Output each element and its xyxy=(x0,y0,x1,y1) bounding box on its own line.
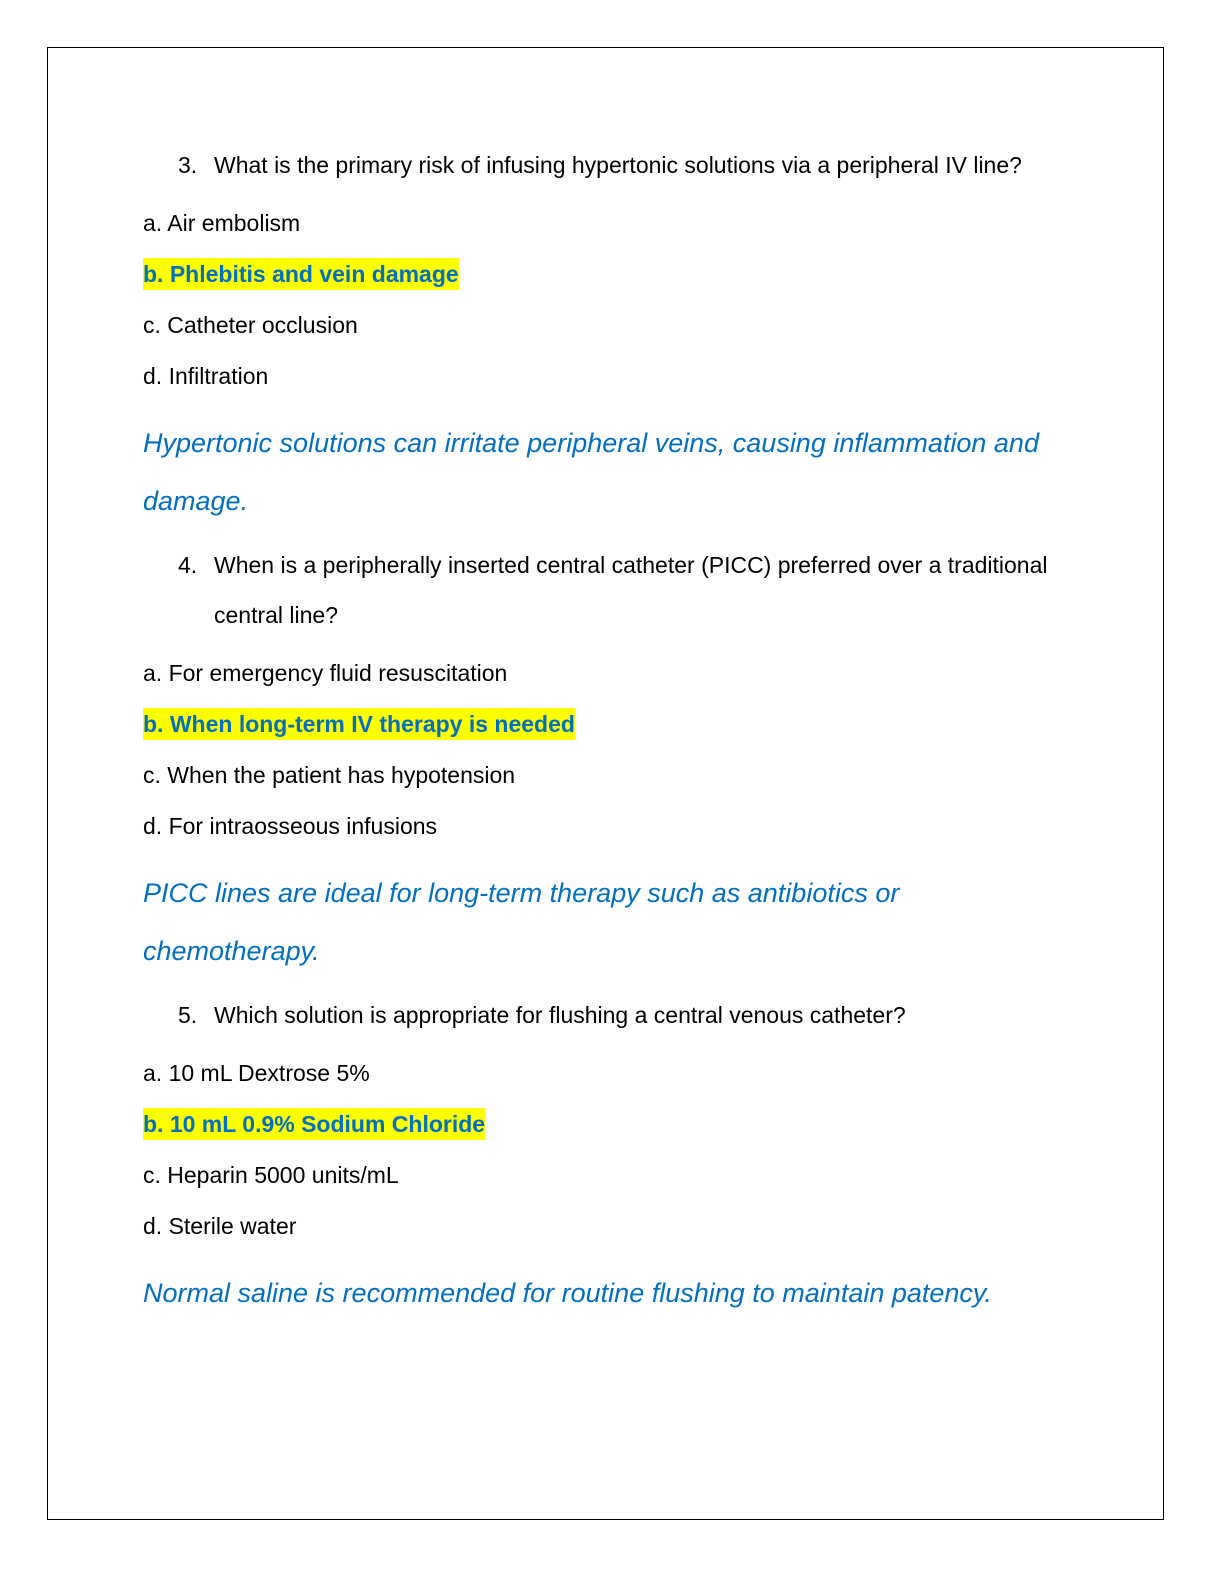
answer-option-b-correct: b. 10 mL 0.9% Sodium Chloride xyxy=(143,1099,1083,1150)
answer-list xyxy=(143,648,1083,852)
answer-option-d: d. Sterile water xyxy=(143,1213,297,1239)
question-5 xyxy=(178,990,1083,1040)
answer-option-d: d. Infiltration xyxy=(143,363,269,389)
answer-option-b-correct: b. Phlebitis and vein damage xyxy=(143,249,1083,300)
answer-option-a: a. 10 mL Dextrose 5% xyxy=(143,1060,370,1086)
answer-option-c: c. When the patient has hypotension xyxy=(143,762,516,788)
question-text: What is the primary risk of infusing hypertonic solutions via a peripheral IV line? xyxy=(214,152,1022,178)
explanation: Normal saline is recommended for routine flushing to maintain patency. xyxy=(143,1278,992,1308)
answer-list xyxy=(143,198,1083,402)
document-content xyxy=(143,140,1083,1332)
question-block-4 xyxy=(143,540,1083,980)
answer-option-b-correct: b. When long-term IV therapy is needed xyxy=(143,699,1083,750)
explanation: Hypertonic solutions can irritate peripheral veins, causing inflammation and damage. xyxy=(143,428,1039,516)
question-4 xyxy=(178,540,1083,640)
answer-option-a: a. Air embolism xyxy=(143,210,301,236)
answer-list xyxy=(143,1048,1083,1252)
question-block-3 xyxy=(143,140,1083,530)
question-3 xyxy=(178,140,1083,190)
answer-option-a: a. For emergency fluid resuscitation xyxy=(143,660,508,686)
answer-option-d: d. For intraosseous infusions xyxy=(143,813,438,839)
question-number: 5. xyxy=(178,1002,198,1028)
question-text: When is a peripherally inserted central catheter (PICC) preferred over a traditional central line? xyxy=(214,552,1048,628)
question-number: 4. xyxy=(178,552,198,578)
explanation: PICC lines are ideal for long-term therapy such as antibiotics or chemotherapy. xyxy=(143,878,900,966)
question-text: Which solution is appropriate for flushing a central venous catheter? xyxy=(214,1002,906,1028)
question-block-5 xyxy=(143,990,1083,1322)
answer-option-c: c. Catheter occlusion xyxy=(143,312,358,338)
answer-option-c: c. Heparin 5000 units/mL xyxy=(143,1162,399,1188)
question-number: 3. xyxy=(178,152,198,178)
